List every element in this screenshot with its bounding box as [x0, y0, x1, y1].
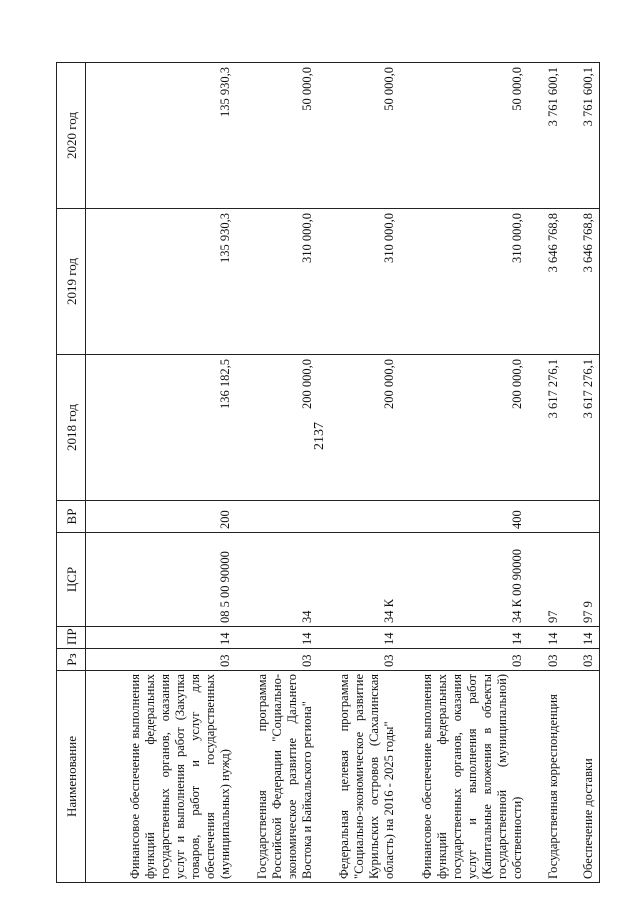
- row-rz: 03: [86, 649, 236, 671]
- row-vr: [564, 501, 600, 533]
- header-pr: ПР: [57, 627, 86, 649]
- header-2019: 2019 год: [57, 209, 86, 355]
- row-2020: 50 000,0: [400, 63, 528, 209]
- row-csr: 97: [528, 533, 564, 627]
- row-rz: 03: [400, 649, 528, 671]
- row-2020: 135 930,3: [86, 63, 236, 209]
- table-row: [400, 63, 528, 883]
- row-2018: 200 000,0: [318, 355, 400, 501]
- row-2018: 3 617 276,1: [564, 355, 600, 501]
- budget-table: [56, 62, 600, 883]
- row-pr: 14: [400, 627, 528, 649]
- row-name: Государственная программа Российской Федерации "Социально-экономическое развитие Дальнего Востока и Байкальского региона": [236, 671, 318, 883]
- row-name: Финансовое обеспечение выполнения функций федеральных государственных органов, оказания услуг и выполнения работ (Капитальные вложения в объекты государственной (муниципальной) собственности): [400, 671, 528, 883]
- row-name: Финансовое обеспечение выполнения функций федеральных государственных органов, оказания услуг и выполнения работ (Закупка товаров, работ и услуг для обеспечения государственных (муниципальных) нужд): [86, 671, 236, 883]
- table-row: [318, 63, 400, 883]
- header-name: Наименование: [57, 671, 86, 883]
- page-number-text: 2137: [312, 422, 327, 450]
- row-rz: 03: [528, 649, 564, 671]
- table-row: [528, 63, 564, 883]
- row-name: Обеспечение доставки: [564, 671, 600, 883]
- row-2019: 310 000,0: [318, 209, 400, 355]
- row-2020: 3 761 600,1: [528, 63, 564, 209]
- row-csr: 34: [236, 533, 318, 627]
- row-vr: 200: [86, 501, 236, 533]
- header-vr: ВР: [57, 501, 86, 533]
- row-rz: 03: [564, 649, 600, 671]
- row-rz: 03: [318, 649, 400, 671]
- row-2019: 135 930,3: [86, 209, 236, 355]
- table-row: [86, 63, 236, 883]
- row-rz: 03: [236, 649, 318, 671]
- row-2018: 200 000,0: [236, 355, 318, 501]
- row-2019: 3 646 768,8: [564, 209, 600, 355]
- row-name: Федеральная целевая программа "Социально-экономическое развитие Курильских островов (Сахалинская область) на 2016 - 2025 годы": [318, 671, 400, 883]
- row-2020: 50 000,0: [236, 63, 318, 209]
- row-2019: 310 000,0: [400, 209, 528, 355]
- row-pr: 14: [86, 627, 236, 649]
- row-csr: 08 5 00 90000: [86, 533, 236, 627]
- table-row: [564, 63, 600, 883]
- header-2020: 2020 год: [57, 63, 86, 209]
- row-2020: 3 761 600,1: [564, 63, 600, 209]
- row-2018: 3 617 276,1: [528, 355, 564, 501]
- row-2018: 200 000,0: [400, 355, 528, 501]
- row-pr: 14: [528, 627, 564, 649]
- row-pr: 14: [236, 627, 318, 649]
- header-rz: Рз: [57, 649, 86, 671]
- header-csr: ЦСР: [57, 533, 86, 627]
- row-vr: 400: [400, 501, 528, 533]
- row-2019: 3 646 768,8: [528, 209, 564, 355]
- rotated-table-container: [56, 63, 595, 883]
- table-header-row: [57, 63, 86, 883]
- row-2020: 50 000,0: [318, 63, 400, 209]
- row-vr: [318, 501, 400, 533]
- row-name: Государственная корреспонденция: [528, 671, 564, 883]
- row-2018: 136 182,5: [86, 355, 236, 501]
- row-2019: 310 000,0: [236, 209, 318, 355]
- row-vr: [236, 501, 318, 533]
- row-csr: 34 К 00 90000: [400, 533, 528, 627]
- row-csr: 97 9: [564, 533, 600, 627]
- row-pr: 14: [318, 627, 400, 649]
- header-2018: 2018 год: [57, 355, 86, 501]
- row-csr: 34 К: [318, 533, 400, 627]
- row-vr: [528, 501, 564, 533]
- row-pr: 14: [564, 627, 600, 649]
- table-row: [236, 63, 318, 883]
